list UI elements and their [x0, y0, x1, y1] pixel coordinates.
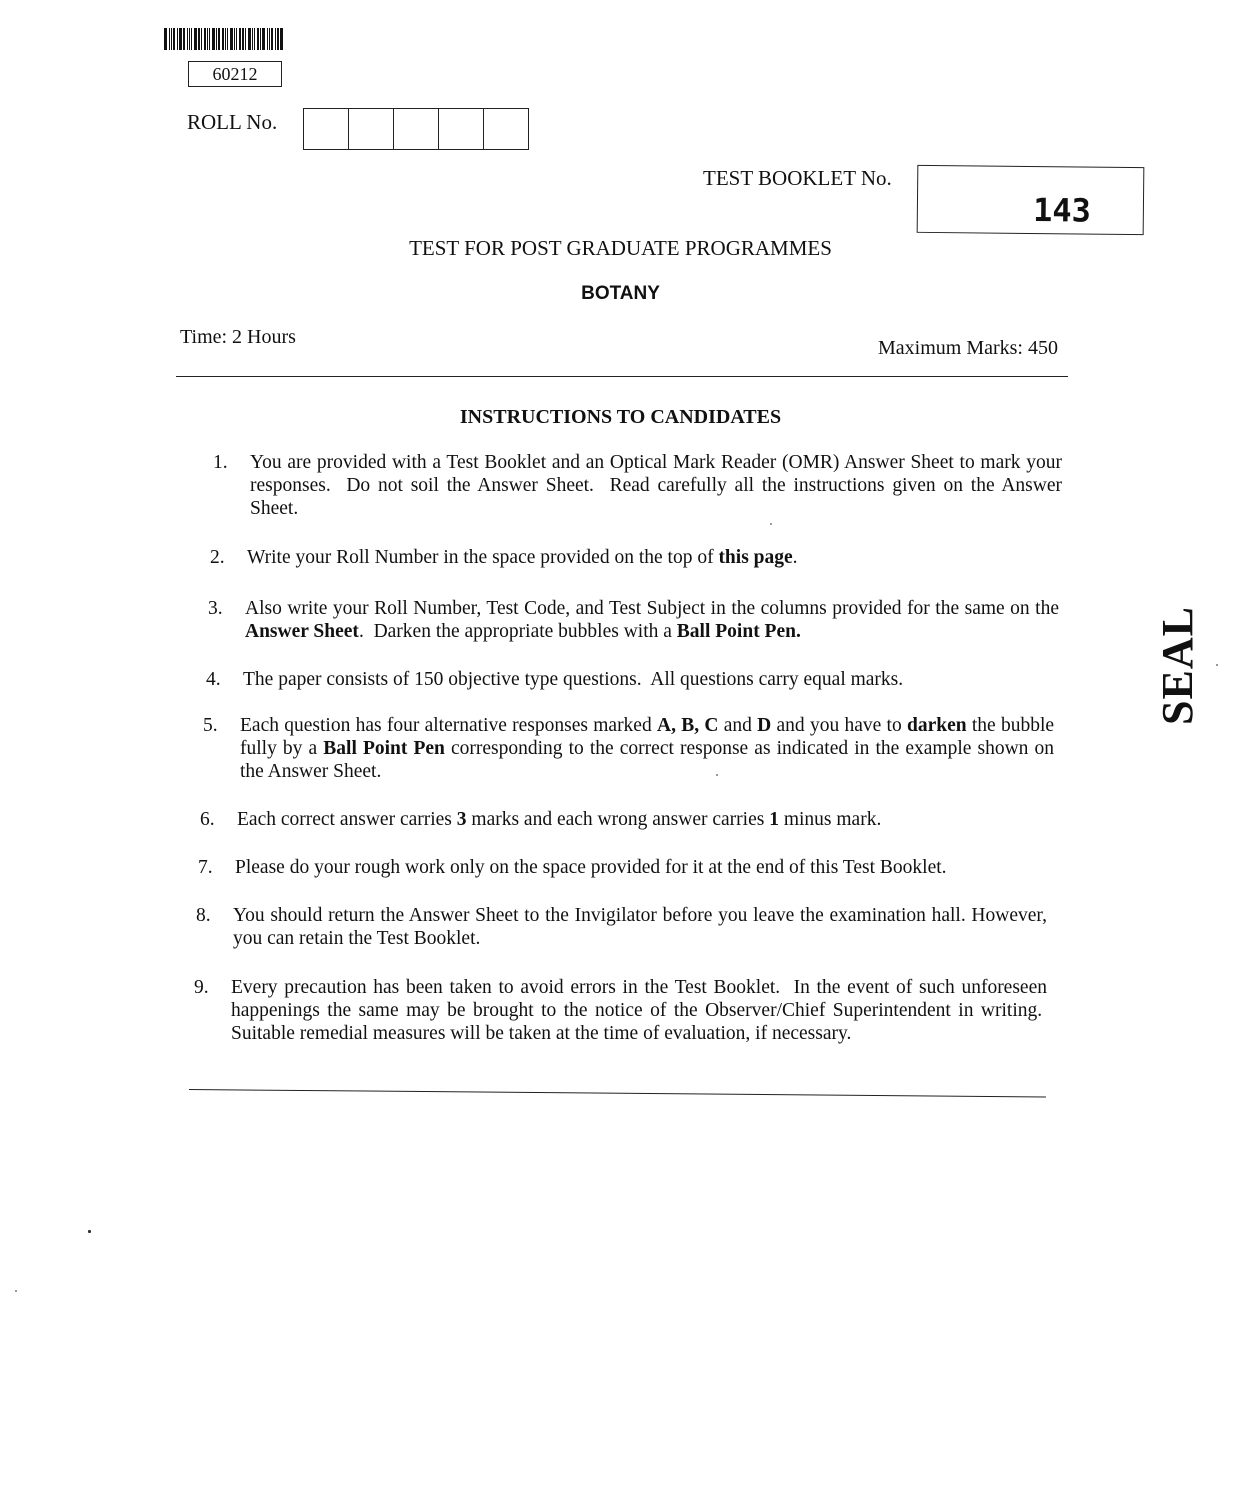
roll-number-label: ROLL No.	[187, 110, 278, 134]
instruction-number: 9.	[194, 977, 209, 998]
roll-digit-box[interactable]	[304, 109, 349, 149]
barcode-bar	[234, 28, 235, 50]
barcode-bar	[260, 28, 261, 50]
time-allowed: Time: 2 Hours	[180, 326, 296, 348]
instruction-number: 5.	[203, 715, 218, 736]
barcode-bar	[179, 28, 182, 50]
roll-digit-box[interactable]	[439, 109, 484, 149]
barcode-bar	[280, 28, 283, 50]
instruction-item	[198, 856, 1049, 879]
barcode-bar	[194, 28, 197, 50]
instruction-text: The paper consists of 150 objective type questions. All questions carry equal marks.	[243, 669, 904, 690]
scan-speck	[88, 1230, 91, 1233]
barcode-bar	[236, 28, 237, 50]
instruction-item	[196, 904, 1047, 950]
instruction-text: Each correct answer carries 3 marks and each wrong answer carries 1 minus mark.	[237, 809, 882, 830]
barcode	[164, 28, 316, 50]
barcode-bar	[171, 28, 172, 50]
barcode-bar	[189, 28, 190, 50]
barcode-bar	[257, 28, 259, 50]
instruction-number: 2.	[210, 547, 225, 568]
barcode-bar	[267, 28, 268, 50]
instruction-item	[194, 976, 1047, 1045]
roll-digit-box[interactable]	[484, 109, 528, 149]
instruction-item	[210, 546, 1062, 569]
barcode-bar	[277, 28, 279, 50]
seal-stamp: SEAL	[1153, 606, 1202, 725]
test-title: TEST FOR POST GRADUATE PROGRAMMES	[409, 236, 832, 260]
barcode-bar	[254, 28, 255, 50]
instruction-text: Write your Roll Number in the space provided on the top of this page.	[247, 547, 798, 568]
scan-speck	[15, 1290, 17, 1292]
roll-number-boxes[interactable]	[303, 108, 529, 150]
roll-digit-box[interactable]	[394, 109, 439, 149]
instruction-text: Please do your rough work only on the space provided for it at the end of this Test Booklet.	[235, 857, 947, 878]
paper-code: 60212	[188, 61, 282, 87]
instruction-number: 8.	[196, 905, 211, 926]
barcode-bar	[252, 28, 253, 50]
instructions-heading: INSTRUCTIONS TO CANDIDATES	[459, 406, 782, 428]
instruction-item	[206, 668, 1057, 691]
instruction-item	[213, 451, 1062, 520]
instruction-text: Each question has four alternative responses marked A, B, C and D and you have to darken the bubble fully by a Ball Point Pen corresponding to the correct response as indicated in the example shown on the Answer Sheet.	[240, 715, 1055, 782]
barcode-bar	[225, 28, 226, 50]
divider-top	[176, 376, 1068, 377]
barcode-bar	[212, 28, 215, 50]
barcode-bar	[204, 28, 206, 50]
barcode-bar	[169, 28, 170, 50]
subject-title: BOTANY	[581, 283, 660, 304]
barcode-bar	[201, 28, 202, 50]
maximum-marks: Maximum Marks: 450	[878, 337, 1058, 359]
scan-speck	[1216, 664, 1218, 666]
instruction-item	[200, 808, 1051, 831]
barcode-bar	[216, 28, 217, 50]
roll-digit-box[interactable]	[349, 109, 394, 149]
barcode-bar	[183, 28, 185, 50]
instruction-text: Also write your Roll Number, Test Code, and Test Subject in the columns provided for the same on the Answer Sheet. Darken the appropriate bubbles with a Ball Point Pen.	[245, 598, 1059, 642]
divider-bottom	[189, 1089, 1046, 1097]
barcode-bar	[271, 28, 273, 50]
instruction-number: 4.	[206, 669, 221, 690]
barcode-bar	[222, 28, 224, 50]
instruction-number: 7.	[198, 857, 213, 878]
instruction-item	[203, 714, 1055, 783]
barcode-bar	[245, 28, 246, 50]
barcode-bar	[239, 28, 241, 50]
instruction-number: 1.	[213, 452, 228, 473]
instruction-text: You should return the Answer Sheet to the Invigilator before you leave the examination hall. However, you can retain the Test Booklet.	[233, 905, 1047, 949]
instruction-item	[208, 597, 1059, 643]
barcode-bar	[275, 28, 276, 50]
barcode-bar	[269, 28, 270, 50]
barcode-bar	[227, 28, 228, 50]
barcode-bar	[207, 28, 208, 50]
barcode-bar	[198, 28, 200, 50]
scan-speck	[770, 523, 772, 525]
instruction-number: 3.	[208, 598, 223, 619]
barcode-bar	[230, 28, 233, 50]
barcode-bar	[209, 28, 210, 50]
barcode-bar	[218, 28, 220, 50]
barcode-bar	[242, 28, 244, 50]
barcode-bar	[248, 28, 251, 50]
instruction-text: Every precaution has been taken to avoid errors in the Test Booklet. In the event of such unforeseen happenings the same may be brought to the notice of the Observer/Chief Superintendent in writing. Suitable remedial measures will be taken at the time of evaluation, if necessary.	[231, 977, 1047, 1044]
barcode-bar	[191, 28, 192, 50]
test-booklet-number-box	[917, 165, 1145, 235]
test-booklet-label: TEST BOOKLET No.	[703, 166, 892, 190]
barcode-bar	[262, 28, 265, 50]
barcode-bar	[164, 28, 167, 50]
instruction-number: 6.	[200, 809, 215, 830]
barcode-bar	[177, 28, 178, 50]
scan-speck	[716, 774, 718, 776]
test-booklet-number: 143	[1032, 191, 1092, 230]
instruction-text: You are provided with a Test Booklet and an Optical Mark Reader (OMR) Answer Sheet to mark your responses. Do not soil the Answer Sheet. Read carefully all the instructions given on the Answer Sheet.	[250, 452, 1062, 519]
barcode-bar	[173, 28, 175, 50]
barcode-bar	[187, 28, 188, 50]
